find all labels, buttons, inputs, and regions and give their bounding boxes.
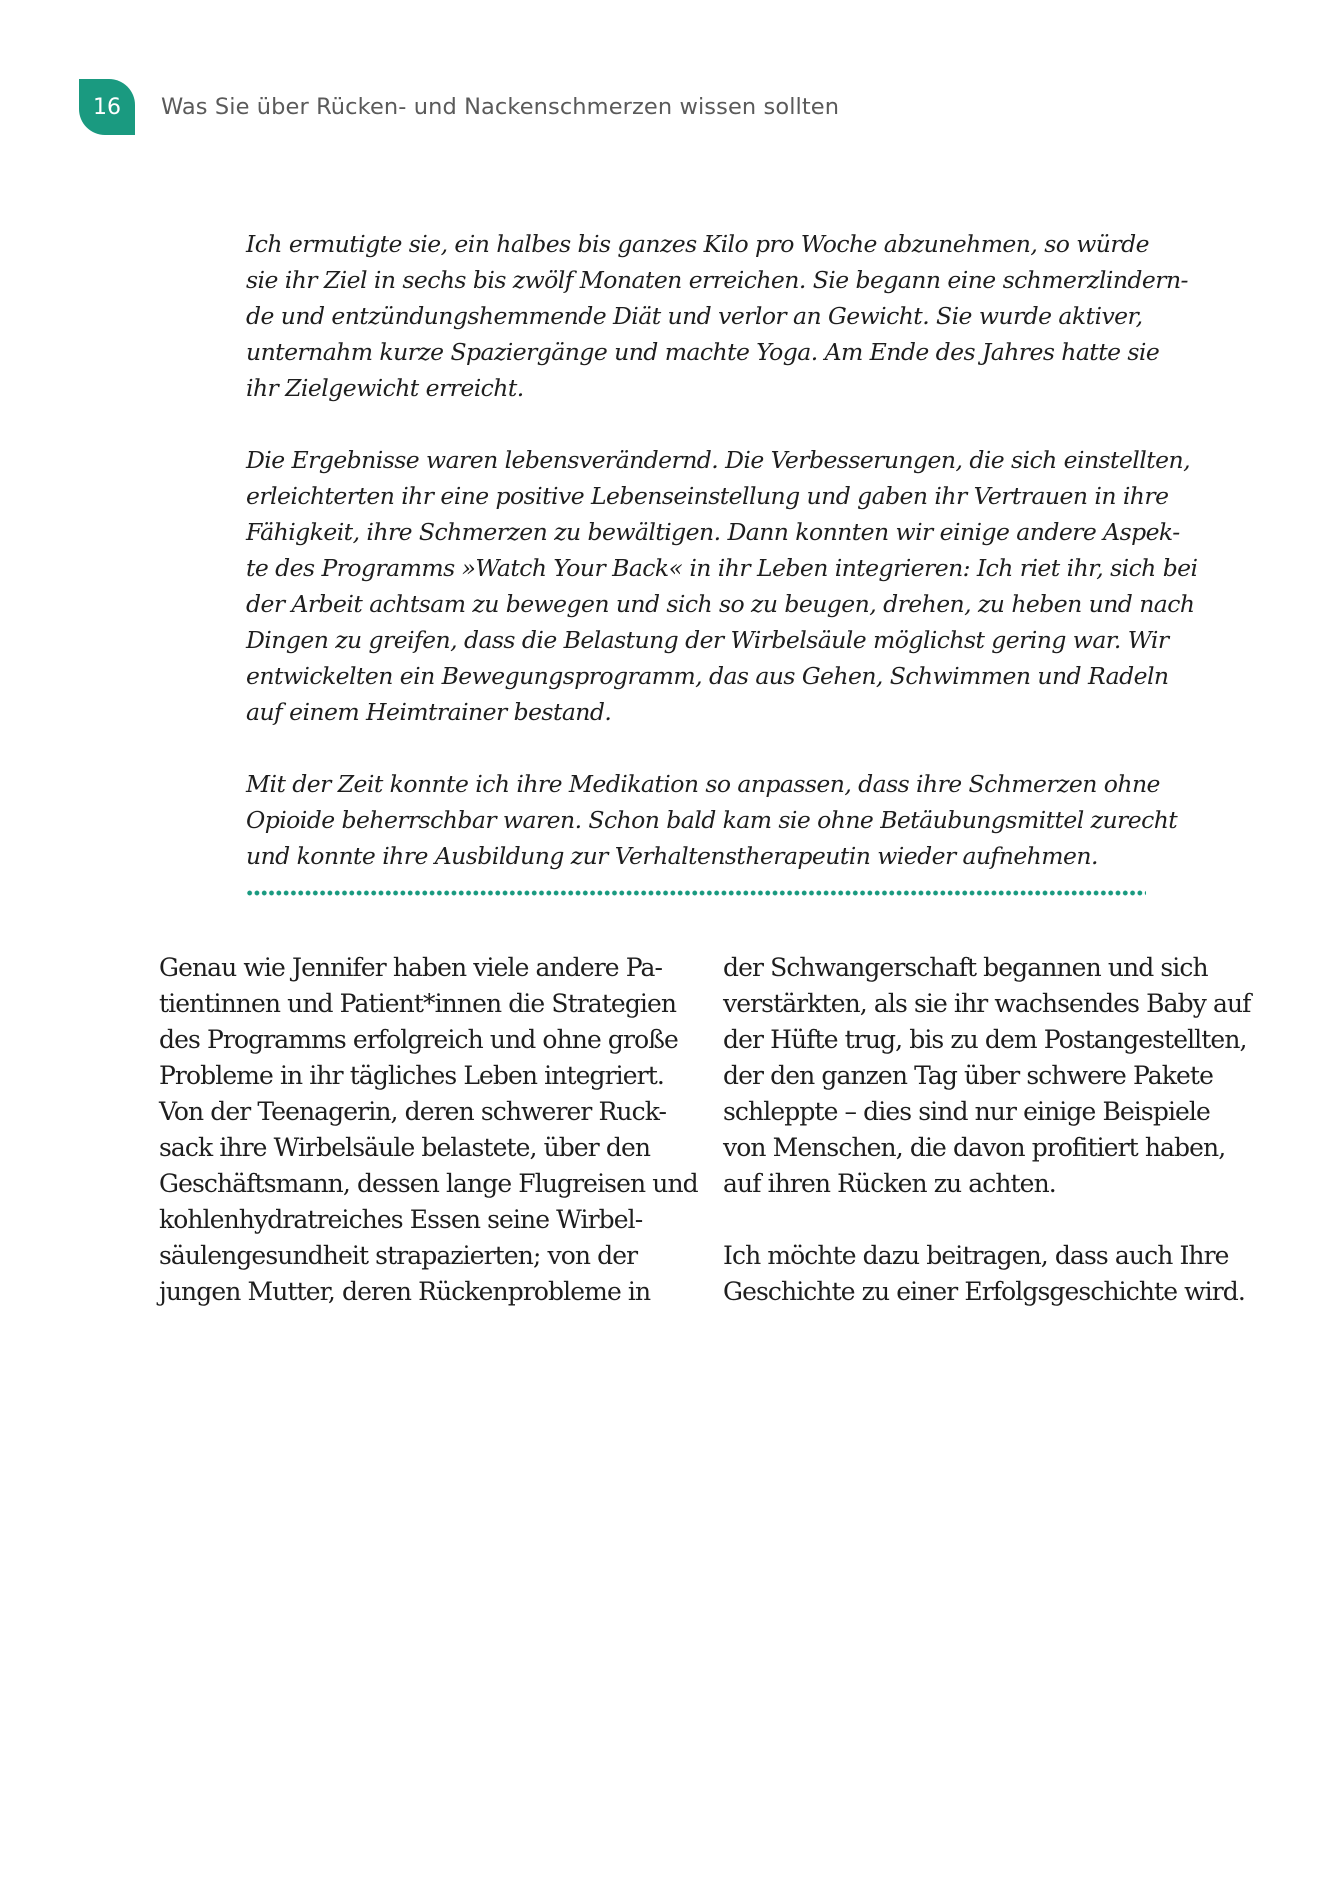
text-line: sie ihr Ziel in sechs bis zwölf Monaten erreichen. Sie begann eine schmerzlindern-	[246, 266, 1188, 294]
text-line: Ich ermutigte sie, ein halbes bis ganzes Kilo pro Woche abzunehmen, so würde	[246, 230, 1149, 258]
body-paragraph	[723, 950, 1263, 1202]
body-column-left	[159, 950, 699, 1346]
text-line: Von der Teenagerin, deren schwerer Ruck-	[159, 1097, 667, 1126]
text-line: Mit der Zeit konnte ich ihre Medikation so anpassen, dass ihre Schmerzen ohne	[246, 770, 1160, 798]
text-line: auf ihren Rücken zu achten.	[723, 1169, 1056, 1198]
text-line: Geschäftsmann, dessen lange Flugreisen und	[159, 1169, 698, 1198]
text-line: von Menschen, die davon profitiert haben,	[723, 1133, 1226, 1162]
dotted-divider	[246, 890, 1146, 896]
text-line: tientinnen und Patient*innen die Strategien	[159, 989, 677, 1018]
text-line: säulengesundheit strapazierten; von der	[159, 1241, 638, 1270]
text-line: ihr Zielgewicht erreicht.	[246, 374, 524, 402]
text-line: der Schwangerschaft begannen und sich	[723, 953, 1208, 982]
text-line: der Arbeit achtsam zu bewegen und sich so zu beugen, drehen, zu heben und nach	[246, 590, 1195, 618]
text-line: Ich möchte dazu beitragen, dass auch Ihre	[723, 1241, 1229, 1270]
text-line: Probleme in ihr tägliches Leben integriert.	[159, 1061, 664, 1090]
page-number: 16	[93, 94, 121, 120]
text-line: unternahm kurze Spaziergänge und machte Yoga. Am Ende des Jahres hatte sie	[246, 338, 1160, 366]
text-line: sack ihre Wirbelsäule belastete, über den	[159, 1133, 651, 1162]
case-paragraph	[246, 442, 1198, 730]
running-title: Was Sie über Rücken- und Nackenschmerzen wissen sollten	[161, 94, 840, 120]
text-line: jungen Mutter, deren Rückenprobleme in	[159, 1277, 651, 1306]
text-line: der den ganzen Tag über schwere Pakete	[723, 1061, 1213, 1090]
page-header	[79, 79, 839, 135]
text-line: erleichterten ihr eine positive Lebenseinstellung und gaben ihr Vertrauen in ihre	[246, 482, 1169, 510]
page-number-badge	[79, 79, 135, 135]
case-story-box	[246, 226, 1198, 874]
text-line: verstärkten, als sie ihr wachsendes Baby auf	[723, 989, 1251, 1018]
text-line: kohlenhydratreiches Essen seine Wirbel-	[159, 1205, 643, 1234]
body-column-right	[723, 950, 1263, 1346]
text-line: der Hüfte trug, bis zu dem Postangestellten,	[723, 1025, 1247, 1054]
text-line: und konnte ihre Ausbildung zur Verhaltenstherapeutin wieder aufnehmen.	[246, 842, 1098, 870]
case-paragraph	[246, 226, 1188, 406]
body-paragraph	[723, 1238, 1263, 1310]
text-line: entwickelten ein Bewegungsprogramm, das aus Gehen, Schwimmen und Radeln	[246, 662, 1169, 690]
text-line: schleppte – dies sind nur einige Beispiele	[723, 1097, 1210, 1126]
text-line: Opioide beherrschbar waren. Schon bald kam sie ohne Betäubungsmittel zurecht	[246, 806, 1178, 834]
text-line: Fähigkeit, ihre Schmerzen zu bewältigen. Dann konnten wir einige andere Aspek-	[246, 518, 1180, 546]
text-line: Genau wie Jennifer haben viele andere Pa-	[159, 953, 663, 982]
text-line: Die Ergebnisse waren lebensverändernd. Die Verbesserungen, die sich einstellten,	[246, 446, 1190, 474]
text-line: des Programms erfolgreich und ohne große	[159, 1025, 678, 1054]
body-paragraph	[159, 950, 699, 1310]
text-line: te des Programms »Watch Your Back« in ihr Leben integrieren: Ich riet ihr, sich bei	[246, 554, 1198, 582]
text-line: auf einem Heimtrainer bestand.	[246, 698, 612, 726]
text-line: Dingen zu greifen, dass die Belastung der Wirbelsäule möglichst gering war. Wir	[246, 626, 1169, 654]
text-line: de und entzündungshemmende Diät und verlor an Gewicht. Sie wurde aktiver,	[246, 302, 1143, 330]
text-line: Geschichte zu einer Erfolgsgeschichte wird.	[723, 1277, 1245, 1306]
case-paragraph	[246, 766, 1178, 874]
